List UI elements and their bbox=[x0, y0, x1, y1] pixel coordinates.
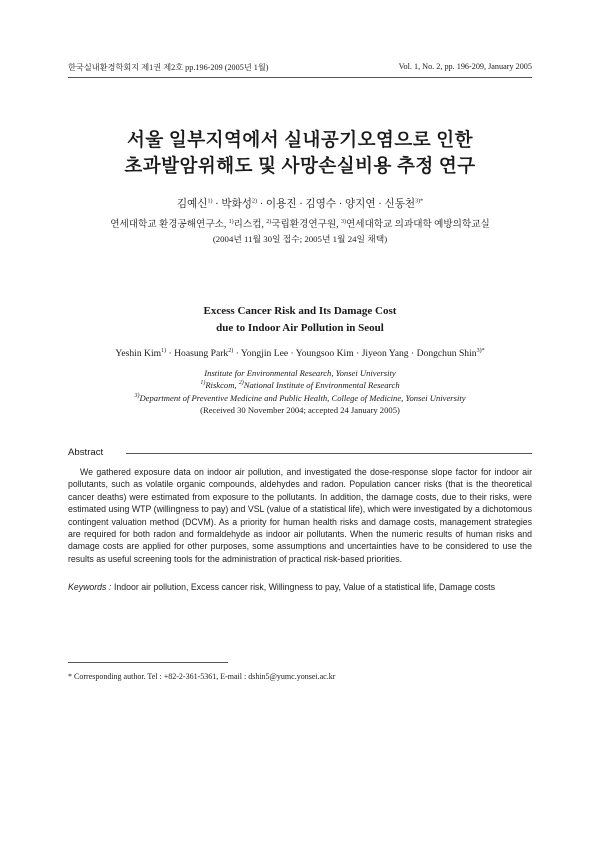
author-separator: · bbox=[336, 199, 345, 210]
korean-authors bbox=[0, 196, 600, 211]
english-title-line-1: Excess Cancer Risk and Its Damage Cost bbox=[203, 305, 397, 317]
affiliation-sup: 3) bbox=[134, 392, 140, 399]
affiliation-text: 연세대학교 환경공해연구소, bbox=[110, 219, 229, 230]
author-sup: 2) bbox=[252, 198, 258, 205]
affiliation-sup: 3) bbox=[340, 218, 346, 225]
english-author: Youngsoo Kim bbox=[295, 348, 354, 359]
author-separator: · bbox=[296, 199, 306, 210]
affiliation-sup: 2) bbox=[266, 218, 272, 225]
korean-author: 김영수 bbox=[305, 199, 337, 210]
affiliation-text: 연세대학교 의과대학 예방의학교실 bbox=[345, 219, 490, 230]
corresponding-author-footnote: * Corresponding author. Tel : +82-2-361-5361, E-mail : dshin5@yumc.yonsei.ac.kr bbox=[68, 672, 336, 681]
running-header bbox=[68, 62, 532, 76]
english-author: Yongjin Lee bbox=[240, 348, 289, 359]
affiliation-text: 리스컴, bbox=[233, 219, 267, 230]
author-sup: 3)* bbox=[415, 198, 424, 205]
korean-author: 신동천 bbox=[384, 199, 416, 210]
author-separator: · bbox=[353, 348, 362, 359]
author-sup: 1) bbox=[207, 198, 213, 205]
affiliation-sup: 2) bbox=[238, 380, 244, 387]
author-sup: 3)* bbox=[476, 347, 485, 354]
header-journal-korean: 한국실내환경학회지 제1권 제2호 pp.196-209 (2005년 1월) bbox=[68, 63, 269, 72]
affiliation-line-2 bbox=[0, 379, 600, 391]
footnote-rule bbox=[68, 662, 228, 663]
abstract-rule bbox=[126, 453, 532, 454]
affiliation-sup: 1) bbox=[200, 380, 206, 387]
author-sup: 1) bbox=[161, 347, 167, 354]
korean-title-line-1: 서울 일부지역에서 실내공기오염으로 인한 bbox=[126, 131, 474, 151]
affiliation-line-3 bbox=[0, 392, 600, 404]
header-rule bbox=[68, 77, 532, 78]
korean-affiliations bbox=[0, 216, 600, 230]
author-separator: · bbox=[257, 199, 266, 210]
author-sup: 2) bbox=[228, 347, 234, 354]
affiliation-line-1: Institute for Environmental Research, Yonsei University bbox=[204, 368, 396, 378]
abstract-label: Abstract bbox=[68, 447, 107, 458]
english-received-date: (Received 30 November 2004; accepted 24 January 2005) bbox=[200, 405, 400, 416]
affiliation-sup: 1) bbox=[228, 218, 234, 225]
english-authors bbox=[0, 348, 600, 359]
author-separator: · bbox=[233, 348, 241, 359]
affiliation-text: Riskcom, bbox=[205, 380, 239, 391]
english-title-line-2: due to Indoor Air Pollution in Seoul bbox=[216, 322, 384, 334]
keywords-label: Keywords : bbox=[68, 582, 112, 592]
english-author: Yeshin Kim bbox=[115, 348, 162, 359]
korean-received-date: (2004년 11월 30일 접수; 2005년 1월 24일 채택) bbox=[212, 234, 388, 244]
author-separator: · bbox=[375, 199, 385, 210]
korean-author: 양지연 bbox=[344, 199, 376, 210]
korean-title bbox=[0, 128, 600, 180]
affiliation-text: Department of Preventive Medicine and Public Health, College of Medicine, Yonsei University bbox=[139, 392, 466, 403]
english-affiliations bbox=[0, 367, 600, 417]
english-title bbox=[0, 303, 600, 337]
keywords-text: Indoor air pollution, Excess cancer risk, Willingness to pay, Value of a statistical life, Damage costs bbox=[114, 582, 495, 592]
header-journal-english: Vol. 1, No. 2, pp. 196-209, January 2005 bbox=[398, 62, 532, 71]
author-separator: · bbox=[166, 348, 175, 359]
korean-author: 김예신 bbox=[176, 199, 208, 210]
abstract-heading bbox=[68, 447, 532, 459]
english-author: Dongchun Shin bbox=[416, 348, 477, 359]
affiliation-text: 국립환경연구원, bbox=[271, 219, 341, 230]
affiliation-text: National Institute of Environmental Research bbox=[243, 380, 400, 391]
korean-author: 이용진 bbox=[265, 199, 297, 210]
korean-author: 박화성 bbox=[221, 199, 253, 210]
english-author: Jiyeon Yang bbox=[361, 348, 409, 359]
author-separator: · bbox=[212, 199, 222, 210]
author-separator: · bbox=[408, 348, 417, 359]
abstract-text: We gathered exposure data on indoor air pollution, and investigated the dose-response slope factor for indoor air pollutants, such as volatile organic compounds, aldehydes and radon. Population cancer risks (that is the theoretical cancer deaths) were estimated from exposure to the pollutants. In addition, the damage costs, due to their risks, were estimated using WTP (willingness to pay) and VSL (value of a statistical life), which were investigated by a dichotomous contingent valuation method (DCVM). As a priority for human health risks and damage costs, management strategies are required for both radon and formaldehyde as indoor air pollutants. When the numeric results of human risks and damage costs are applied for other purposes, some assumptions and uncertainties have to be considered to use the results as useful screening tools for the administration of practical risk-based priorities. bbox=[68, 467, 532, 564]
english-author: Hoasung Park bbox=[174, 348, 229, 359]
korean-title-line-2: 초과발암위해도 및 사망손실비용 추정 연구 bbox=[124, 157, 476, 177]
author-separator: · bbox=[288, 348, 296, 359]
